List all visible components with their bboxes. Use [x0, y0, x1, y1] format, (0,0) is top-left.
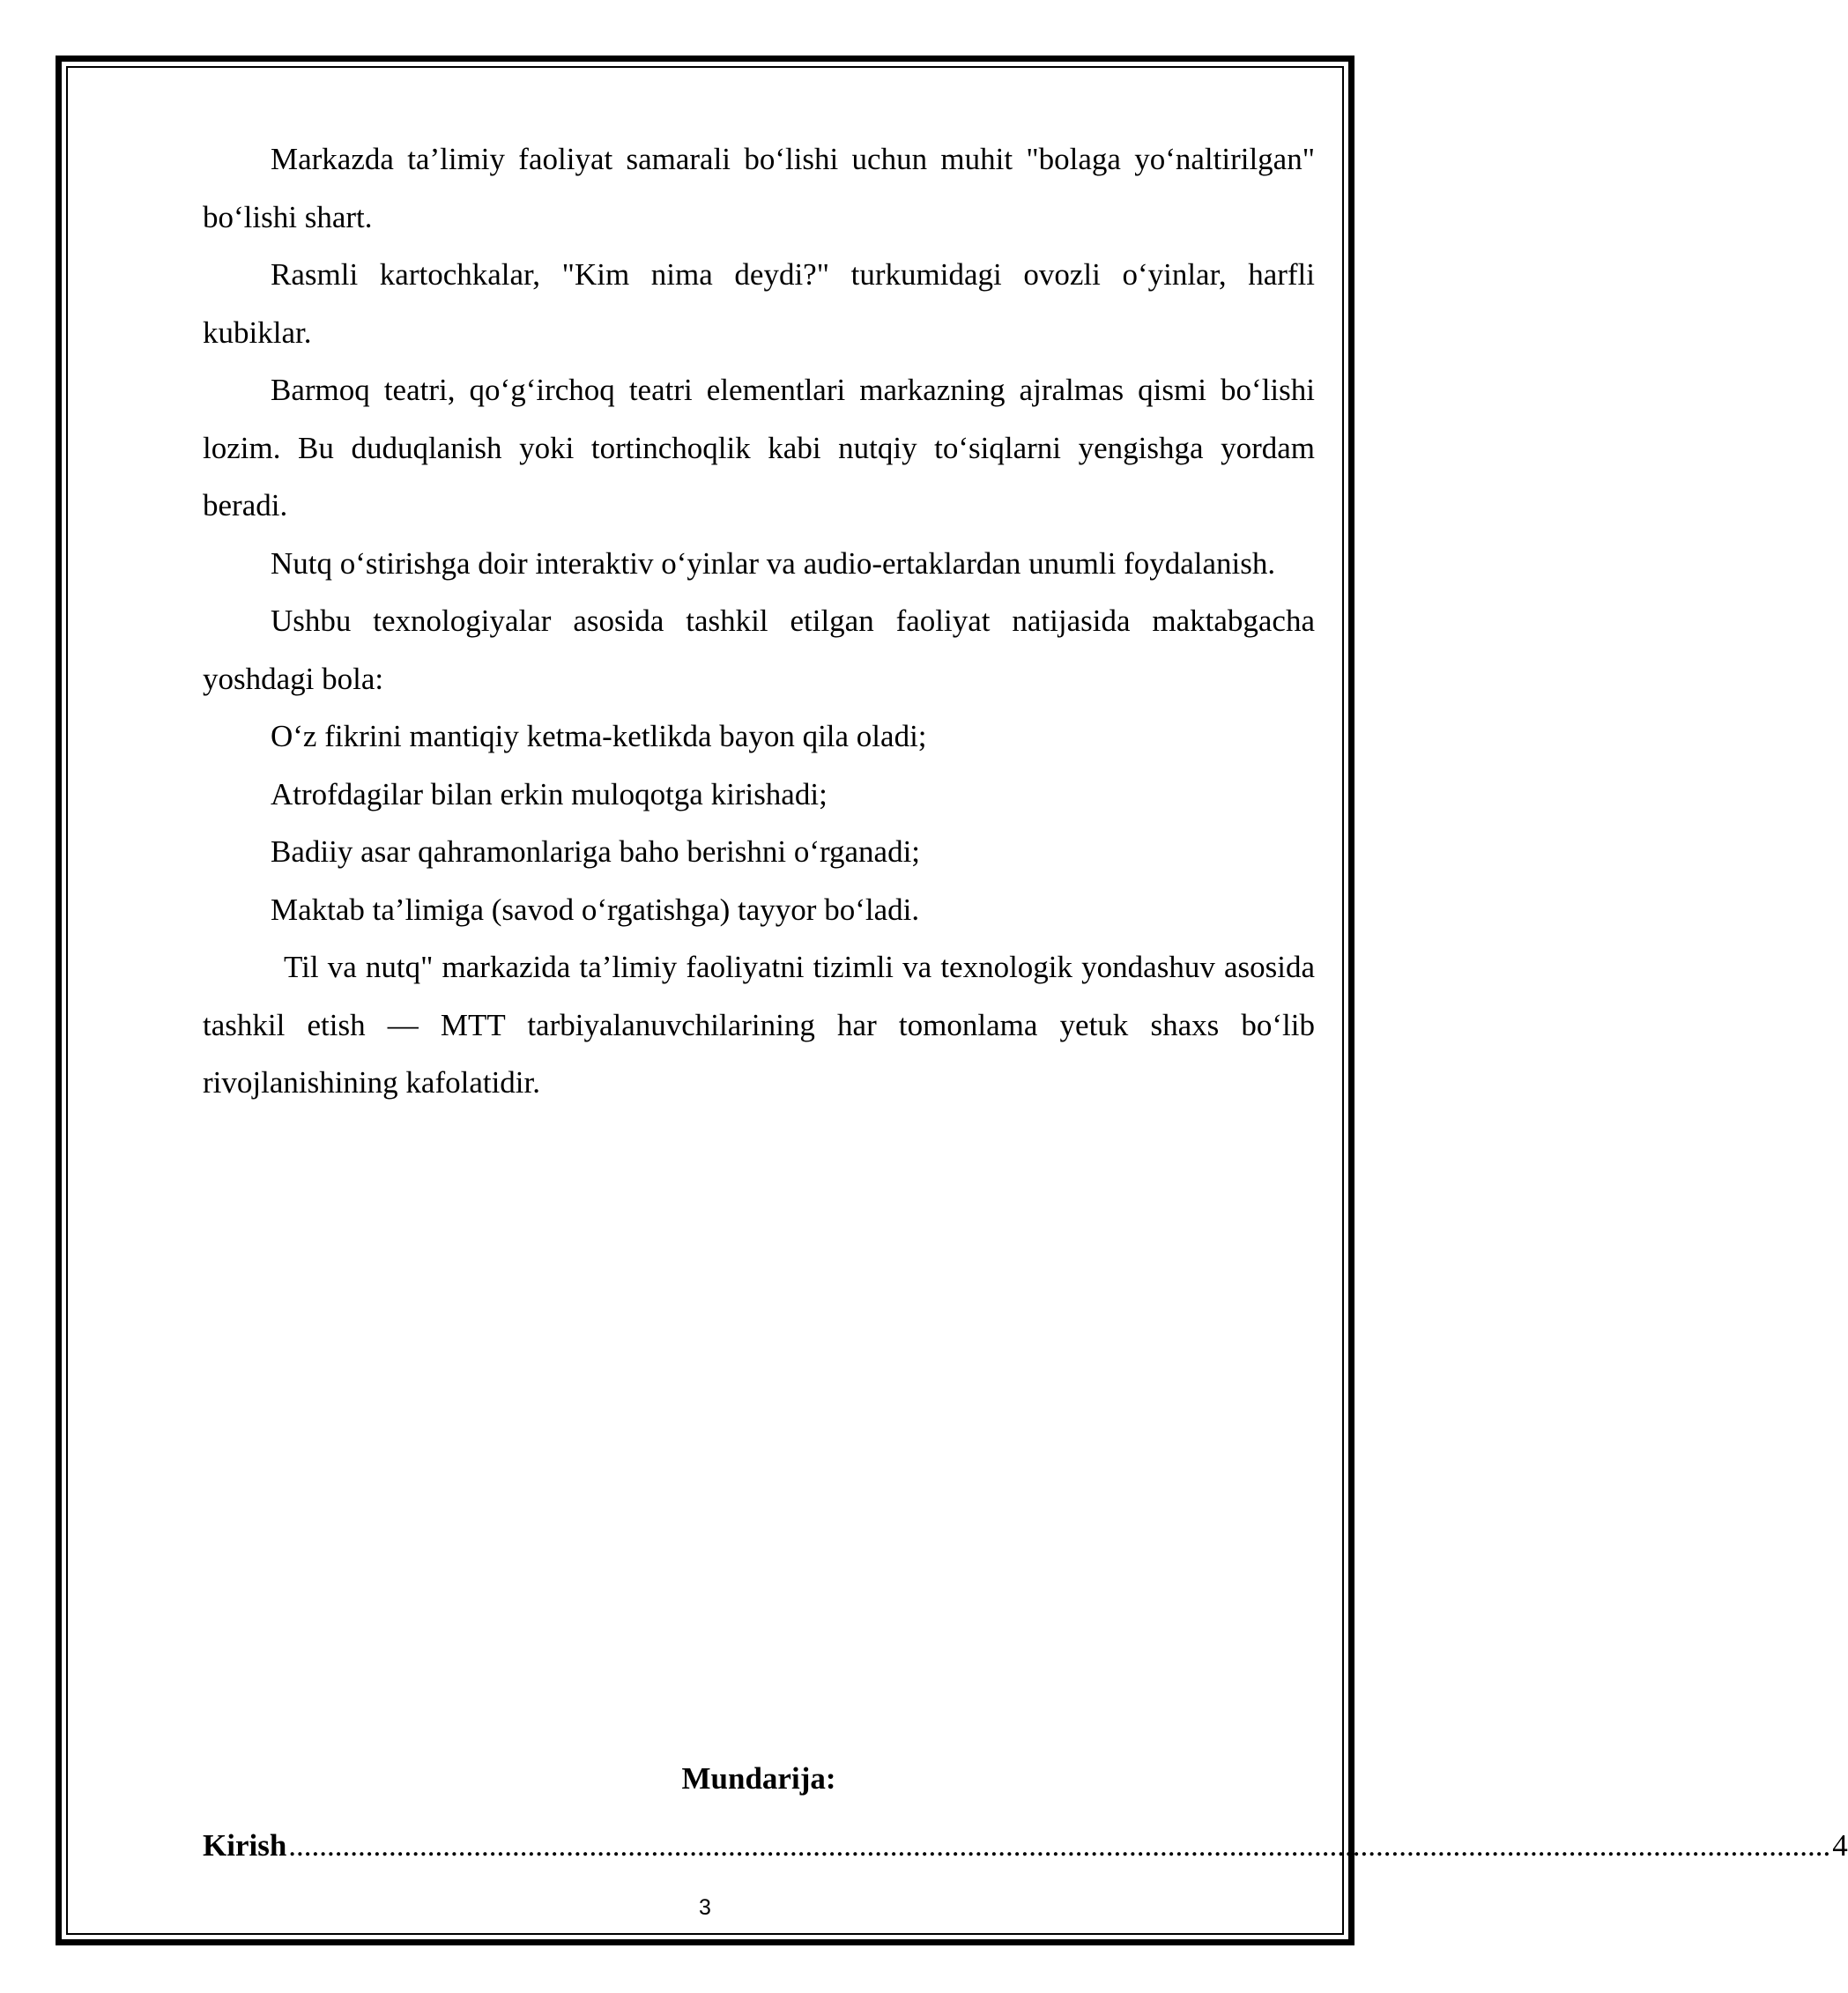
paragraph-results-intro: Ushbu texnologiyalar asosida tashkil etilgan faoliyat natijasida maktabgacha yoshdagi bola:	[203, 604, 1315, 696]
toc-entry[interactable]	[203, 1824, 1848, 1868]
paragraph-cards: Rasmli kartochkalar, "Kim nima deydi?" turkumidagi ovozli o‘yinlar, harfli kubiklar.	[203, 257, 1315, 350]
toc-leader-dots: ........................................................................................................................................................................................................	[288, 1828, 1831, 1863]
toc-entry-page: 4	[1832, 1828, 1848, 1863]
list-item: Maktab ta’limiga (savod o‘rgatishga) tayyor bo‘ladi.	[271, 892, 920, 927]
paragraph-theatre: Barmoq teatri, qo‘g‘irchoq teatri elementlari markazning ajralmas qismi bo‘lishi lozim. Bu duduqlanish yoki tortinchoqlik kabi nutqiy to‘siqlarni yengishga yordam beradi.	[203, 373, 1315, 522]
toc-title: Mundarija:	[681, 1761, 836, 1796]
paragraph-environment: Markazda ta’limiy faoliyat samarali bo‘lishi uchun muhit "bolaga yo‘naltirilgan" bo‘lishi shart.	[203, 142, 1315, 234]
list-item: O‘z fikrini mantiqiy ketma-ketlikda bayon qila oladi;	[271, 719, 927, 753]
list-item: Badiiy asar qahramonlariga baho berishni o‘rganadi;	[271, 834, 921, 869]
body-text	[203, 130, 1315, 1112]
paragraph-conclusion: Til va nutq" markazida ta’limiy faoliyatni tizimli va texnologik yondashuv asosida tashkil etish — MTT tarbiyalanuvchilarining har tomonlama yetuk shaxs bo‘lib rivojlanishining kafolatidir.	[203, 950, 1315, 1100]
list-item: Atrofdagilar bilan erkin muloqotga kirishadi;	[271, 776, 828, 811]
paragraph-games: Nutq o‘stirishga doir interaktiv o‘yinlar va audio-ertaklardan unumli foydalanish.	[271, 545, 1276, 581]
page-number: 3	[699, 1895, 711, 1920]
toc-entry-label: Kirish	[203, 1828, 287, 1863]
